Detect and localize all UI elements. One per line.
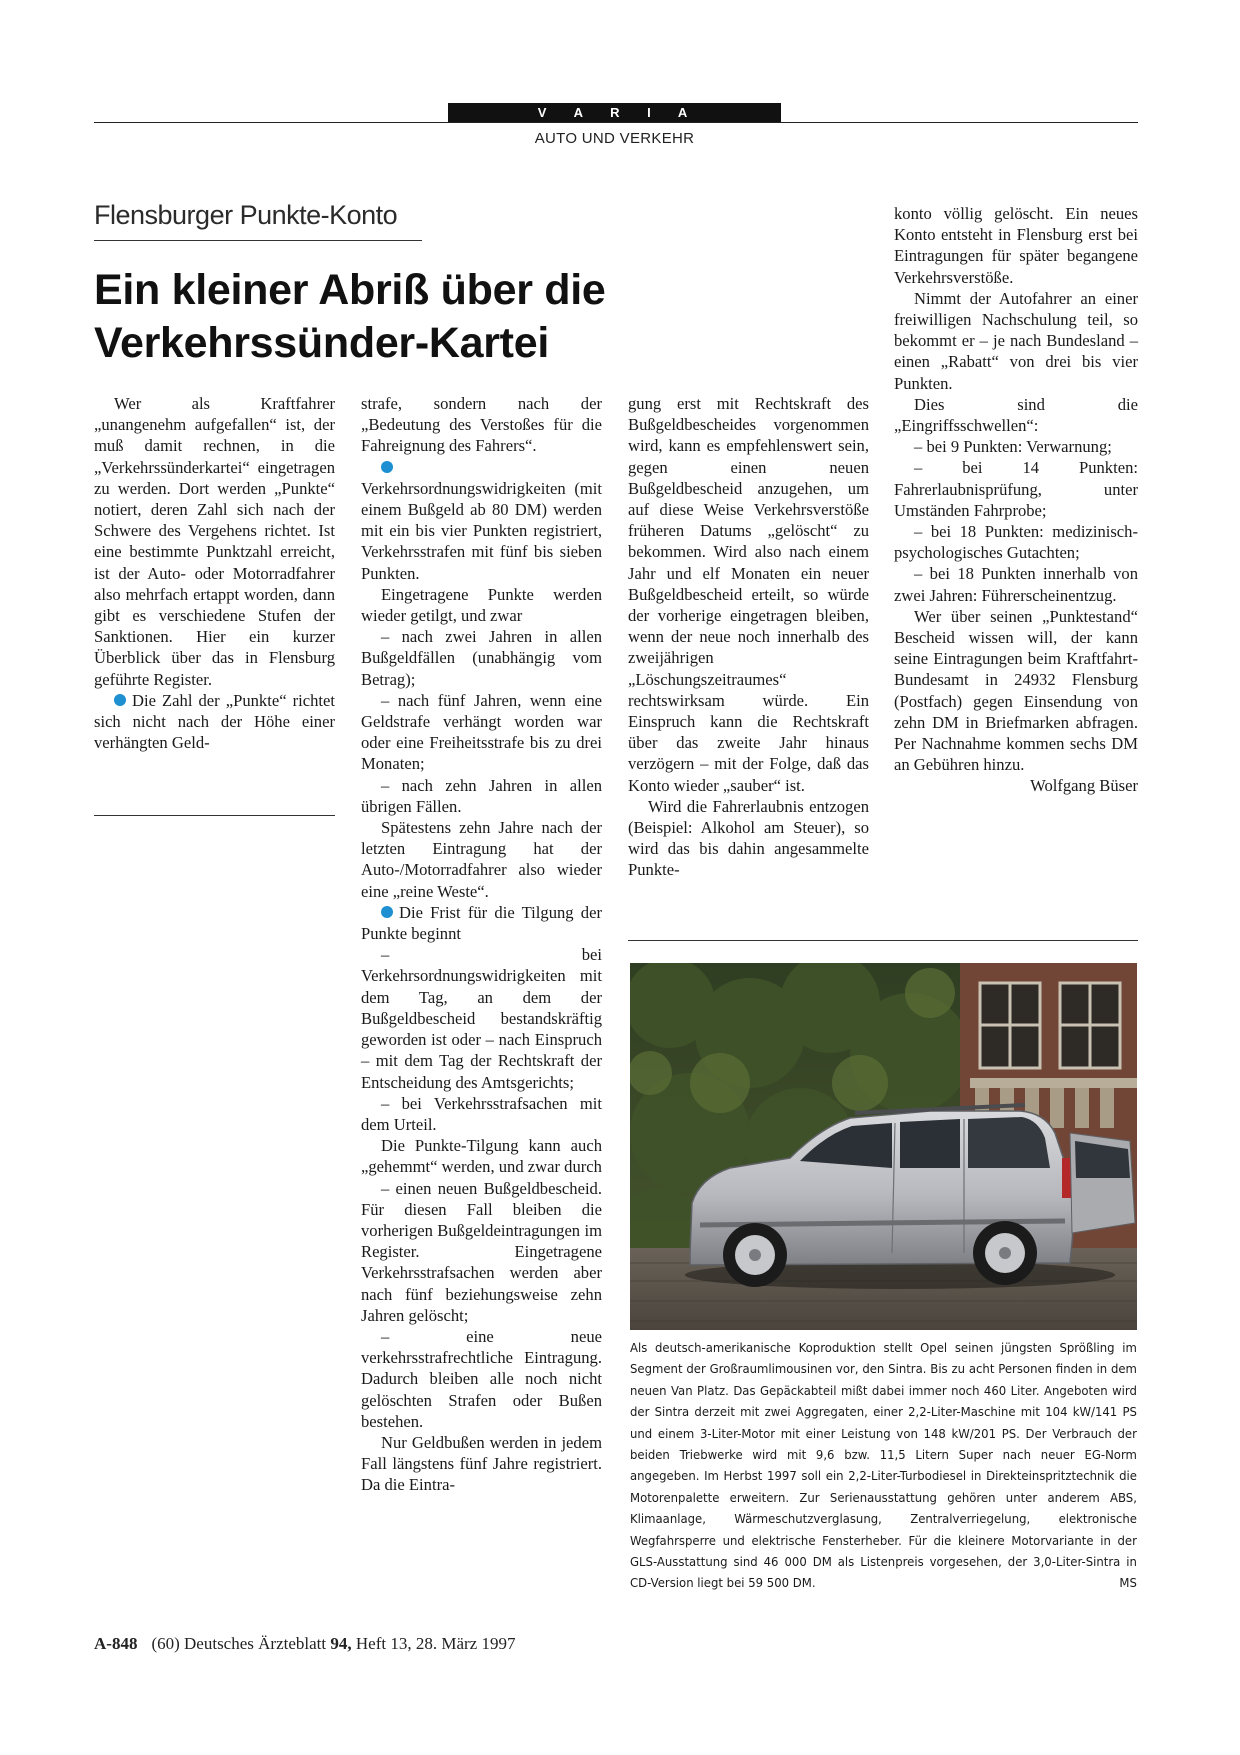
- article-headline: [94, 264, 734, 370]
- car-photo-illustration: [630, 963, 1137, 1330]
- paragraph: konto völlig gelöscht. Ein neues Konto entsteht in Flensburg erst bei Eintragungen für später begangene Verkehrsverstöße.: [894, 204, 1138, 287]
- photo-caption: [630, 1337, 1137, 1594]
- paragraph: [894, 606, 1138, 796]
- paragraph: strafe, sondern nach der „Bedeutung des Verstoßes für die Fahreignung des Fahrers“.: [361, 394, 602, 456]
- list-item: – nach fünf Jahren, wenn eine Geldstrafe verhängt worden war oder eine Freiheitsstrafe bis zu drei Monaten;: [361, 690, 602, 774]
- header-rule: [94, 122, 1138, 123]
- paragraph: Nur Geldbußen werden in jedem Fall längstens fünf Jahre registriert. Da die Eintra-: [361, 1432, 602, 1495]
- kicker-underline: [94, 240, 422, 241]
- section-bar: V A R I A: [448, 103, 781, 122]
- paragraph: Nimmt der Autofahrer an einer freiwilligen Nachschulung teil, so bekommt er – je nach Bundesland – einen „Rabatt“ von drei bis vier Punkten.: [894, 288, 1138, 393]
- paragraph: Die Frist für die Tilgung der Punkte beginnt: [361, 902, 602, 944]
- list-item: – bei Verkehrsordnungswidrigkeiten mit dem Tag, an dem der Bußgeldbescheid bestandskräftig geworden ist oder – nach Einspruch – mit dem Tag der Rechtskraft der Entscheidung des Amtsgerichts;: [361, 945, 602, 1092]
- list-item: – bei 18 Punkten: medizinisch-psychologisches Gutachten;: [894, 522, 1138, 563]
- text-column-4: [894, 203, 1138, 797]
- caption-signature: MS: [1119, 1575, 1137, 1591]
- list-item: – nach zwei Jahren in allen Bußgeldfällen (unabhängig vom Betrag);: [361, 627, 602, 689]
- bullet-icon: [381, 906, 393, 918]
- list-item: – nach zehn Jahren in allen übrigen Fällen.: [361, 775, 602, 816]
- paragraph: Verkehrsordnungswidrigkeiten (mit einem Bußgeld ab 80 DM) werden mit ein bis vier Punkten registriert, Verkehrsstrafen mit fünf bis sieben Punkten.: [361, 478, 602, 583]
- bullet-icon: [381, 461, 393, 473]
- paragraph: Eingetragene Punkte werden wieder getilgt, und zwar: [361, 584, 602, 626]
- car-photo: [630, 963, 1137, 1330]
- page-footer: [94, 1634, 515, 1654]
- paragraph: Die Punkte-Tilgung kann auch „gehemmt“ werden, und zwar durch: [361, 1136, 602, 1177]
- list-item: – bei 18 Punkten innerhalb von zwei Jahren: Führerscheinentzug.: [894, 564, 1138, 605]
- headline-line-1: Ein kleiner Abriß über die: [94, 266, 606, 314]
- text-column-1: [94, 393, 335, 753]
- volume-number: 94,: [330, 1634, 352, 1653]
- list-item: – bei 9 Punkten: Verwarnung;: [914, 437, 1112, 457]
- issue-prefix: (60) Deutsches Ärzteblatt: [151, 1634, 331, 1653]
- paragraph: Wird die Fahrerlaubnis entzogen (Beispiel: Alkohol am Steuer), so wird das bis dahin angesammelte Punkte-: [628, 796, 869, 880]
- paragraph: Spätestens zehn Jahre nach der letzten Eintragung hat der Auto-/Motorradfahrer also wieder eine „reine Weste“.: [361, 818, 602, 901]
- column-end-rule: [94, 815, 335, 816]
- list-item: – bei 14 Punkten: Fahrerlaubnisprüfung, unter Umständen Fahrprobe;: [894, 458, 1138, 520]
- paragraph: Dies sind die „Eingriffsschwellen“:: [894, 394, 1138, 436]
- list-item: – einen neuen Bußgeldbescheid. Für diesen Fall bleiben die vorherigen Bußgeldeintragungen im Register. Eingetragene Verkehrsstrafsachen werden aber nach fünf beziehungsweise zehn Jahren gelöscht;: [361, 1178, 602, 1325]
- subsection-label: AUTO UND VERKEHR: [534, 130, 695, 147]
- photo-top-rule: [628, 940, 1138, 941]
- page-number: A-848: [94, 1634, 138, 1653]
- text-column-3: [628, 393, 869, 881]
- paragraph-text: Wer über seinen „Punktestand“ Bescheid wissen will, der kann seine Eintragungen beim Kraftfahrt-Bundesamt in 24932 Flensburg (Postfach) gegen Einsendung von zehn DM in Briefmarken abfragen. Per Nachnahme kommen sechs DM an Gebühren hinzu.: [894, 606, 1138, 775]
- paragraph: Wer als Kraftfahrer „unangenehm aufgefallen“ ist, der muß damit rechnen, in die „Verkehrssünderkartei“ eingetragen zu werden. Dort werden „Punkte“ notiert, deren Zahl sich nach der Schwere des Vergehens richtet. Ist eine bestimmte Punktzahl erreicht, ist der Auto- oder Motorradfahrer also mehrfach ertappt worden, dann gibt es verschiedene Stufen der Sanktionen. Hier ein kurzer Überblick über das in Flensburg geführte Register.: [94, 394, 335, 689]
- headline-line-2: Verkehrssünder-Kartei: [94, 319, 549, 367]
- author-name: Wolfgang Büser: [1030, 776, 1138, 796]
- list-item: – bei Verkehrsstrafsachen mit dem Urteil.: [361, 1093, 602, 1134]
- issue-suffix: Heft 13, 28. März 1997: [351, 1634, 516, 1653]
- text-column-2: [361, 393, 602, 1496]
- bullet-icon: [114, 694, 126, 706]
- paragraph: gung erst mit Rechtskraft des Bußgeldbescheides vorgenommen wird, kann es empfehlenswert sein, gegen einen neuen Bußgeldbescheid anzugehen, um auf diese Weise Verkehrsverstöße früheren Datums „gelöscht“ zu bekommen. Wird also nach einem Jahr und elf Monaten ein neuer Bußgeldbescheid erteilt, so würde der vorherige eingetragen bleiben, wenn der neue noch innerhalb des zweijährigen „Löschungszeitraumes“ rechtswirksam würde. Ein Einspruch kann die Rechtskraft über das zweite Jahr hinaus verzögern – mit der Folge, daß das Konto wieder „sauber“ ist.: [628, 394, 869, 795]
- paragraph: Die Zahl der „Punkte“ richtet sich nicht nach der Höhe einer verhängten Geld-: [94, 690, 335, 753]
- list-item: – eine neue verkehrsstrafrechtliche Eintragung. Dadurch bleiben alle noch nicht gelöschten Strafen oder Bußen bestehen.: [361, 1326, 602, 1431]
- caption-text: Als deutsch-amerikanische Koproduktion stellt Opel seinen jüngsten Sprößling im Segment der Großraumlimousinen vor, den Sintra. Bis zu acht Personen finden in dem neuen Van Platz. Das Gepäckabteil mißt dabei immer noch 460 Liter. Angeboten wird der Sintra derzeit mit zwei Aggregaten, einer 2,2-Liter-Maschine mit 104 kW/141 PS und einem 3-Liter-Motor mit einer Leistung von 148 kW/201 PS. Der Verbrauch der beiden Triebwerke wird mit 9,6 bzw. 11,5 Litern Super nach neuer EG-Norm angegeben. Im Herbst 1997 soll ein 2,2-Liter-Turbodiesel in Direkteinspritztechnik die Motorenpalette erweitern. Zur Serienausstattung gehören unter anderem ABS, Klimaanlage, Wärmeschutzverglasung, Zentralverriegelung, elektronische Wegfahrsperre und elektrische Fensterheber. Für die kleinere Motorvariante in der GLS-Ausstattung sind 46 000 DM als Listenpreis vorgesehen, der 3,0-Liter-Sintra in CD-Version liegt bei 59 500 DM.: [630, 1340, 1137, 1591]
- article-kicker: Flensburger Punkte-Konto: [94, 200, 398, 230]
